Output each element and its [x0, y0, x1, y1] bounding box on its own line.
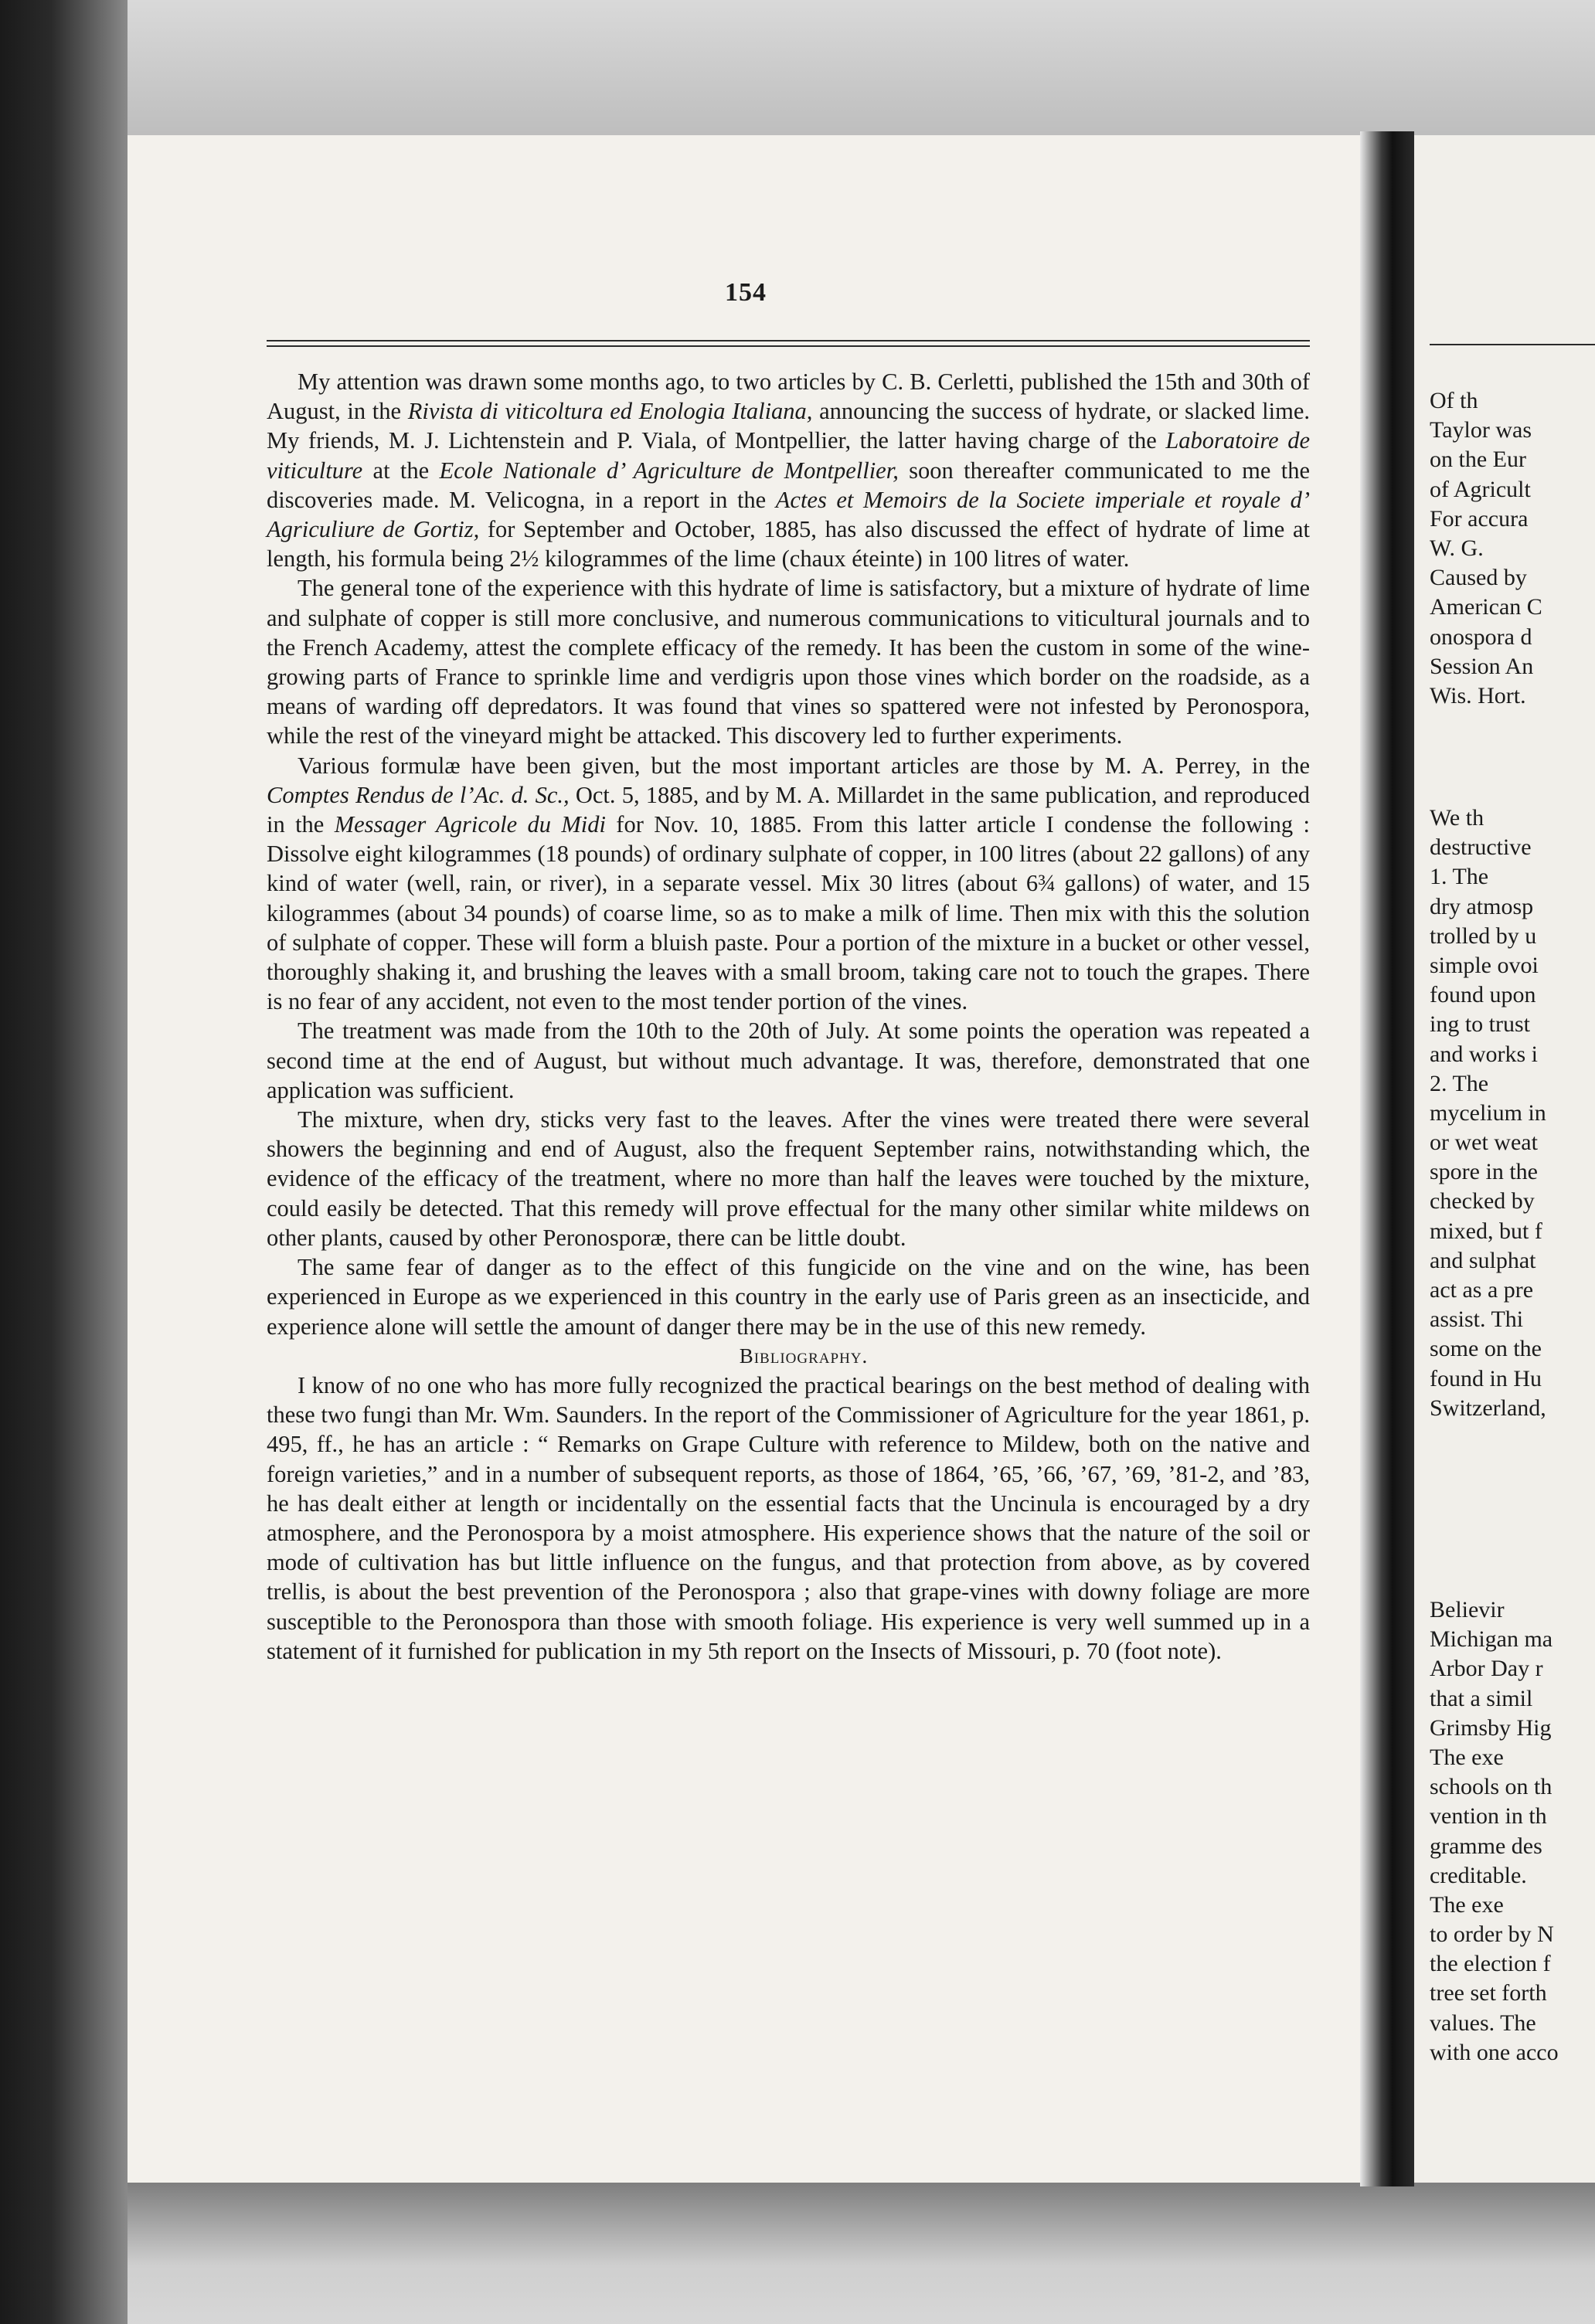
facing-page-line: assist. Thi [1430, 1306, 1524, 1333]
facing-page-line: some on the [1430, 1336, 1542, 1362]
facing-page-line: Arbor Day r [1430, 1656, 1543, 1682]
facing-page-line: Wis. Hort. [1430, 682, 1526, 708]
facing-page-line: For accura [1430, 505, 1529, 532]
facing-page-line: simple ovoi [1430, 952, 1539, 978]
facing-page-line: Michigan ma [1430, 1626, 1553, 1653]
facing-page-line: W. G. [1430, 535, 1484, 561]
facing-page-line: Caused by [1430, 565, 1527, 591]
facing-page-line: Grimsby Hig [1430, 1714, 1552, 1741]
facing-page-line: destructive [1430, 834, 1532, 861]
facing-page-line: Taylor was [1430, 417, 1532, 443]
facing-page-line: act as a pre [1430, 1277, 1534, 1303]
scan-border-top [0, 0, 1595, 139]
paragraph: The general tone of the experience with this hydrate of lime is satisfactory, but a mixture of hydrate of lime and sulphate of copper is still more conclusive, and numerous communications to viticultural journals and to the French Academy, attest the complete efficacy of the remedy. It has been the custom in some of the wine-growing parts of France to sprinkle lime and verdigris upon those vines which border on the roadside, as a means of warding off depredators. It was found that vines so spattered were not infested by Peronospora, while the rest of the vineyard might be attacked. This discovery led to further experiments. [267, 575, 1310, 749]
facing-page-line: and sulphat [1430, 1247, 1536, 1273]
paragraph: The treatment was made from the 10th to the 20th of July. At some points the operation was repeated a second time at the end of August, but without much advantage. It was, therefore, demonstrated that one application was sufficient. [267, 1018, 1310, 1103]
facing-block-1 [1430, 386, 1595, 711]
facing-page-line: vention in th [1430, 1803, 1547, 1830]
facing-page-line: and works i [1430, 1041, 1538, 1067]
facing-page-line: mycelium in [1430, 1099, 1546, 1126]
paragraph: Various formulæ have been given, but the most important articles are those by M. A. Perrey, in the Comptes Rendus de l’Ac. d. Sc., Oct. 5, 1885, and by M. A. Millardet in the same publication, and reproduced in the Messager Agricole du Midi for Nov. 10, 1885. From this latter article I condense the following : Dissolve eight kilogrammes (18 pounds) of ordinary sulphate of copper, in 100 litres (about 22 gallons) of any kind of water (well, rain, or river), in a separate vessel. Mix 30 litres (about 6¾ gallons) of water, and 15 kilogrammes (about 34 pounds) of coarse lime, so as to make a milk of lime. Then mix with this the solution of sulphate of copper. These will form a bluish paste. Pour a portion of the mixture in a bucket or other vessel, thoroughly shaking it, and brushing the leaves with a small broom, taking care not to touch the grapes. There is no fear of any accident, not even to the most tender portion of the vines. [267, 752, 1310, 1015]
facing-page-line: American C [1430, 594, 1542, 620]
facing-page-line: of Agricult [1430, 476, 1531, 502]
facing-page-line: 2. The [1430, 1070, 1489, 1096]
facing-page-line: with one acco [1430, 2039, 1559, 2065]
facing-page-line: mixed, but f [1430, 1218, 1542, 1244]
facing-page-line: trolled by u [1430, 922, 1537, 949]
facing-page-line: to order by N [1430, 1921, 1554, 1948]
facing-page [1414, 135, 1595, 2183]
section-heading-bibliography: Bibliography. [739, 1344, 869, 1368]
paragraph: I know of no one who has more fully recognized the practical bearings on the best method of dealing with these two fungi than Mr. Wm. Saunders. In the report of the Commissioner of Agriculture for the year 1861, p. 495, ff., he has an article : “ Remarks on Grape Culture with reference to Mildew, both on the native and foreign varieties,” and in a number of subsequent reports, as those of 1864, ’65, ’66, ’67, ’69, ’81-2, and ’83, he has dealt either at length or incidentally on the essential facts that the Uncinula is encouraged by a dry atmosphere, and the Peronospora by a moist atmosphere. His experience shows that the nature of the soil or mode of cultivation has but little influence on the fungus, and that protection from above, as by covered trellis, is about the best prevention of the Peronospora ; also that grape-vines with downy foliage are more susceptible to the Peronospora than those with smooth foliage. His experience is very well summed up in a statement of it furnished for publication in my 5th report on the Insects of Missouri, p. 70 (foot note). [267, 1371, 1310, 1664]
header-rule-bottom [267, 345, 1310, 347]
facing-page-line: schools on th [1430, 1774, 1552, 1800]
paragraph: The same fear of danger as to the effect of this fungicide on the vine and on the wine, has been experienced in Europe as we experienced in this country in the early use of Paris green as an insecticide, and experience alone will settle the amount of danger there may be in the use of this new remedy. [267, 1254, 1310, 1340]
facing-page-line: Session An [1430, 653, 1534, 679]
facing-page-line: Of th [1430, 388, 1478, 413]
facing-page-line: Switzerland, [1430, 1395, 1546, 1421]
facing-page-line: dry atmosp [1430, 893, 1534, 919]
header-rule-top [267, 340, 1310, 341]
paragraph: My attention was drawn some months ago, to two articles by C. B. Cerletti, published the 15th and 30th of August, in the Rivista di viticoltura ed Enologia Italiana, announcing the success of hydrate, or slacked lime. My friends, M. J. Lichtenstein and P. Viala, of Montpellier, the latter having charge of the Laboratoire de viticulture at the Ecole Nationale d’ Agriculture de Montpellier, soon thereafter communicated to me the discoveries made. M. Velicogna, in a report in the Actes et Memoirs de la Societe imperiale et royale d’ Agriculiure de Gortiz, for September and October, 1885, has also discussed the effect of hydrate of lime at length, his formula being 2½ kilogrammes of the lime (chaux éteinte) in 100 litres of water. [267, 369, 1310, 573]
facing-page-line: tree set forth [1430, 1980, 1547, 2006]
facing-page-line: The exe [1430, 1891, 1504, 1918]
facing-page-line: found in Hu [1430, 1365, 1542, 1391]
book-page [128, 135, 1364, 2183]
facing-page-line: or wet weat [1430, 1130, 1538, 1156]
book-gutter [1360, 131, 1414, 2186]
facing-page-line: We th [1430, 805, 1484, 831]
page-body [267, 367, 1310, 1666]
facing-block-3 [1430, 1595, 1595, 2067]
facing-page-line: 1. The [1430, 864, 1489, 890]
facing-page-line: found upon [1430, 982, 1536, 1008]
facing-page-line: the election f [1430, 1951, 1551, 1977]
facing-page-line: on the Eur [1430, 447, 1526, 473]
facing-page-line: Believir [1430, 1597, 1505, 1622]
facing-page-line: ing to trust [1430, 1011, 1531, 1038]
facing-block-2 [1430, 804, 1595, 1423]
scan-border-left [0, 0, 128, 2324]
facing-page-line: The exe [1430, 1744, 1504, 1770]
facing-page-line: spore in the [1430, 1159, 1538, 1185]
facing-page-line: creditable. [1430, 1862, 1527, 1888]
facing-page-line: that a simil [1430, 1685, 1533, 1711]
facing-page-rule [1430, 344, 1595, 345]
facing-page-line: checked by [1430, 1188, 1535, 1215]
facing-page-line: values. The [1430, 2010, 1536, 2036]
page-number: 154 [725, 278, 767, 307]
facing-page-line: gramme des [1430, 1833, 1542, 1859]
paragraph: The mixture, when dry, sticks very fast to the leaves. After the vines were treated there were several showers the beginning and end of August, also the frequent September rains, notwithstanding which, the evidence of the efficacy of the treatment, where no more than half the leaves were touched by the mixture, could easily be detected. That this remedy will prove effectual for the many other similar white mildews on other plants, caused by other Peronosporæ, there can be little doubt. [267, 1106, 1310, 1251]
scan-border-bottom [0, 2179, 1595, 2324]
facing-page-line: onospora d [1430, 623, 1532, 650]
